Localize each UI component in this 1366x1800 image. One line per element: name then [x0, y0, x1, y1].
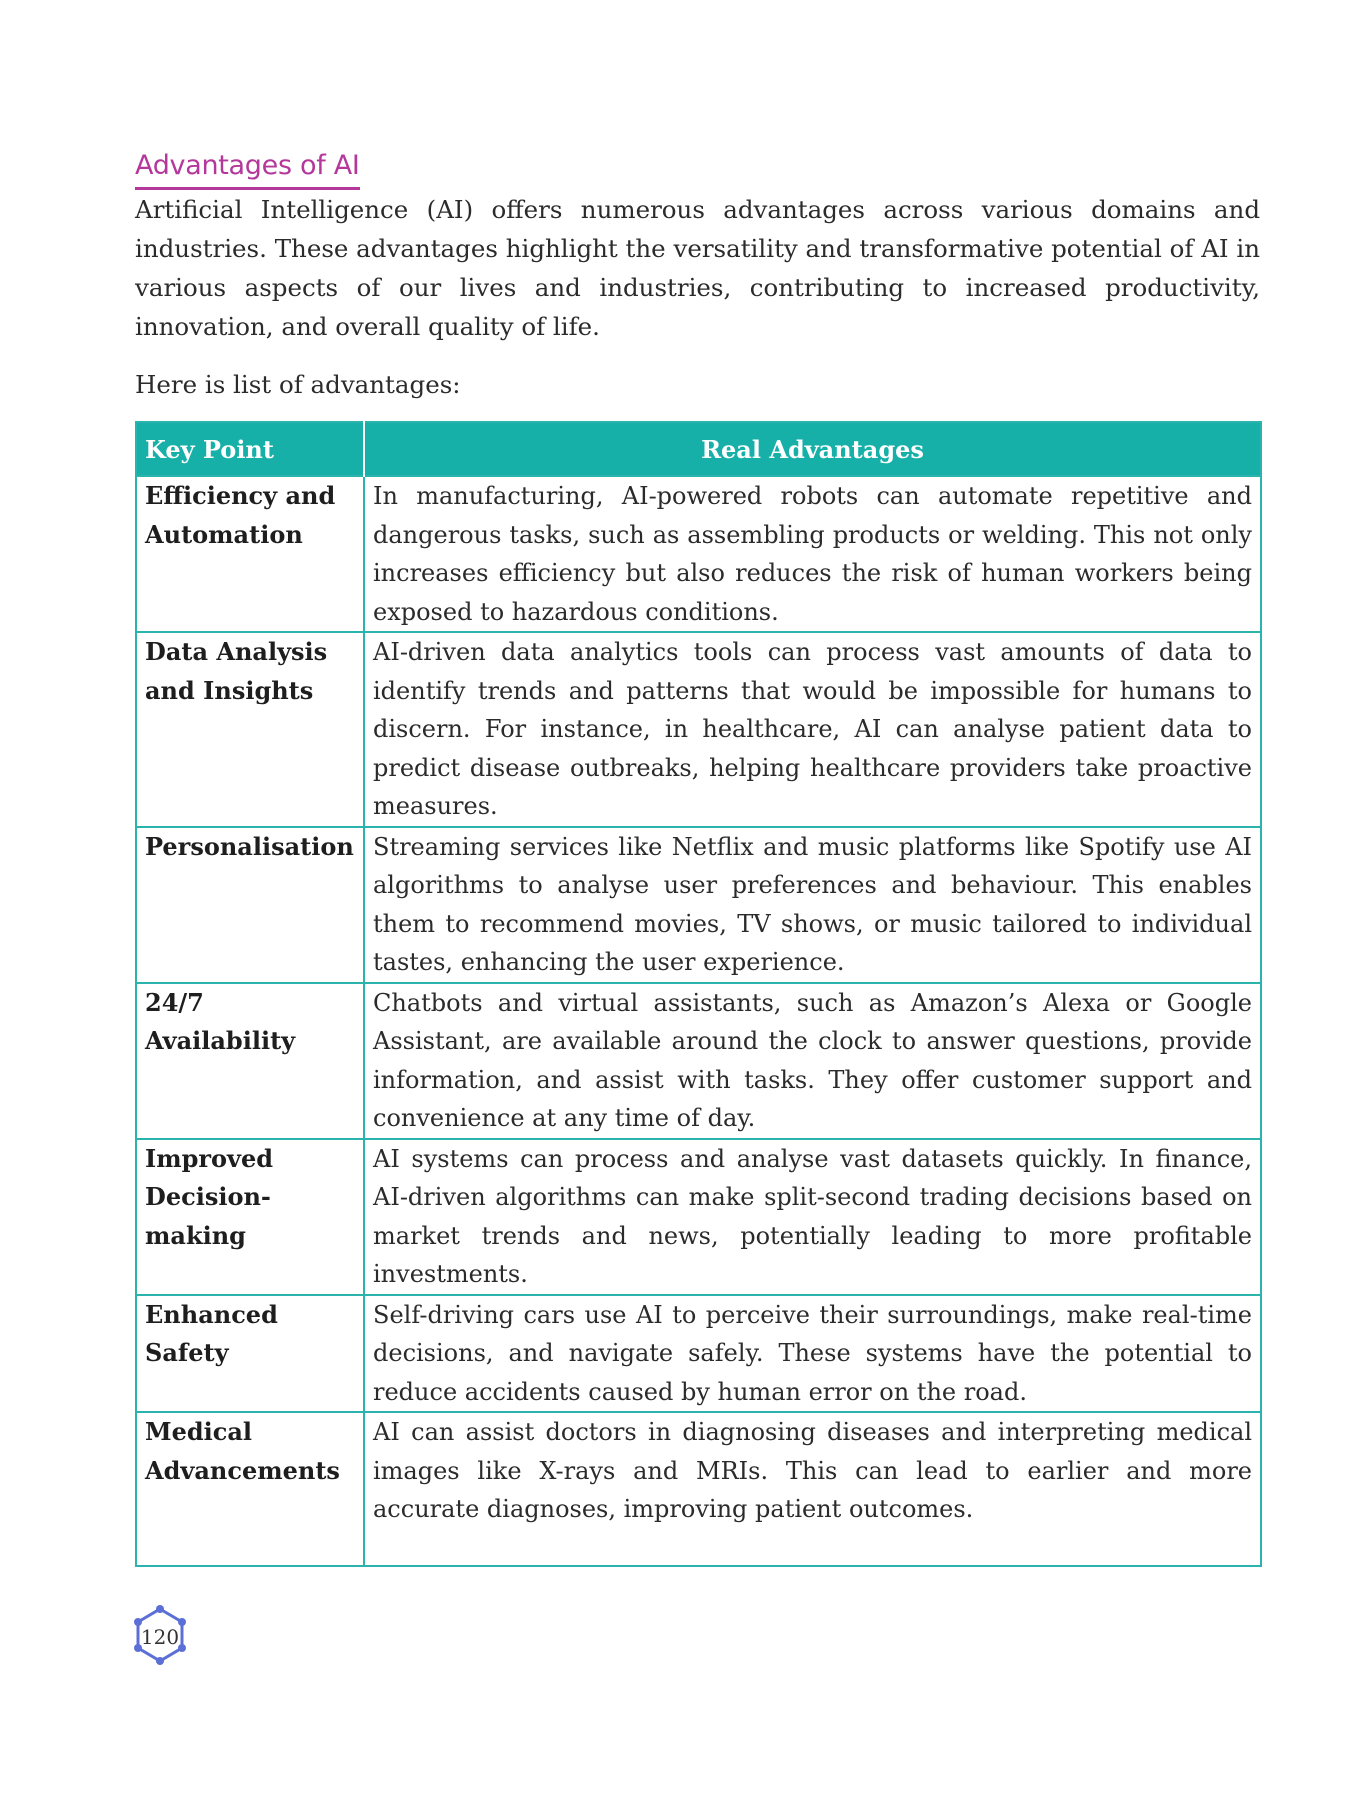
advantage-cell: In manufacturing, AI-powered robots can automate repetitive and dangerous tasks, such as assembling products or welding. This not only increases efficiency but also reduces the risk of human workers being exposed to hazardous conditions.: [364, 476, 1261, 632]
advantage-cell: Self-driving cars use AI to perceive their surroundings, make real-time decisions, and navigate safely. These systems have the potential to reduce accidents caused by human error on the road.: [364, 1295, 1261, 1413]
key-point-cell: 24/7 Availability: [136, 983, 364, 1139]
page-number-badge: [130, 1603, 190, 1671]
key-point-cell: Enhanced Safety: [136, 1295, 364, 1413]
table-header-row: [136, 422, 1261, 476]
key-point-cell: Improved Decision-making: [136, 1139, 364, 1295]
page-number: 120: [140, 1625, 180, 1649]
advantages-table: [135, 421, 1262, 1567]
header-real-advantages: Real Advantages: [364, 422, 1261, 476]
advantage-cell: Streaming services like Netflix and music platforms like Spotify use AI algorithms to analyse user preferences and behaviour. This enables them to recommend movies, TV shows, or music tailored to individual tastes, enhancing the user experience.: [364, 827, 1261, 983]
table-row: [136, 476, 1261, 632]
list-lead-text: Here is list of advantages:: [135, 370, 461, 399]
key-point-cell: Personalisation: [136, 827, 364, 983]
table-row: [136, 1412, 1261, 1566]
table-row: [136, 1295, 1261, 1413]
key-point-cell: Data Analysis and Insights: [136, 632, 364, 827]
section-heading: Advantages of AI: [135, 150, 360, 190]
intro-paragraph: Artificial Intelligence (AI) offers numerous advantages across various domains and industries. These advantages highlight the versatility and transformative potential of AI in various aspects of our lives and industries, contributing to increased productivity, innovation, and overall quality of life.: [135, 195, 1260, 341]
table-row: [136, 632, 1261, 827]
table-row: [136, 827, 1261, 983]
table-row: [136, 1139, 1261, 1295]
header-key-point: Key Point: [136, 422, 364, 476]
advantage-cell: Chatbots and virtual assistants, such as Amazon’s Alexa or Google Assistant, are available around the clock to answer questions, provide information, and assist with tasks. They offer customer support and convenience at any time of day.: [364, 983, 1261, 1139]
advantage-cell: AI systems can process and analyse vast datasets quickly. In finance, AI-driven algorithms can make split-second trading decisions based on market trends and news, potentially leading to more profitable investments.: [364, 1139, 1261, 1295]
key-point-cell: Efficiency and Automation: [136, 476, 364, 632]
table-row: [136, 983, 1261, 1139]
key-point-cell: Medical Advancements: [136, 1412, 364, 1566]
advantage-cell: AI can assist doctors in diagnosing diseases and interpreting medical images like X-rays and MRIs. This can lead to earlier and more accurate diagnoses, improving patient outcomes.: [364, 1412, 1261, 1566]
advantage-cell: AI-driven data analytics tools can process vast amounts of data to identify trends and patterns that would be impossible for humans to discern. For instance, in healthcare, AI can analyse patient data to predict disease outbreaks, helping healthcare providers take proactive measures.: [364, 632, 1261, 827]
